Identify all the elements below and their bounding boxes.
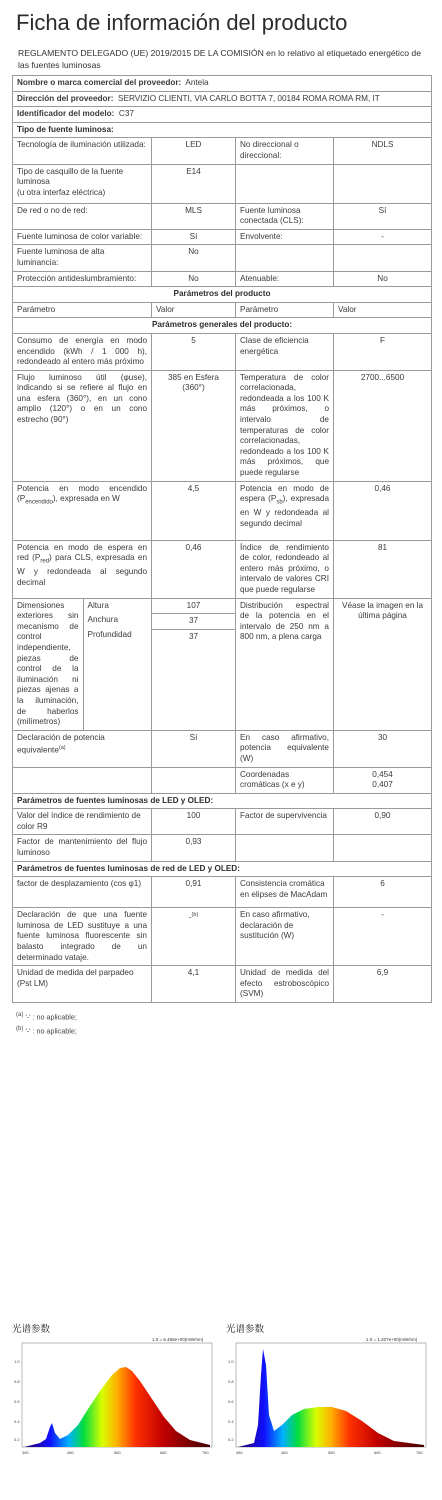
supplier-name-label: Nombre o marca comercial del proveedor: (17, 78, 182, 87)
regulation-text: REGLAMENTO DELEGADO (UE) 2019/2015 DE LA COMISIÓN en lo relativo al etiquetado energético de las fuentes luminosas (18, 48, 421, 70)
replace-label: En caso afirmativo, declaración de sustitución (W) (236, 908, 334, 966)
cct-label: Temperatura de color correlacionada, redondeada a los 100 K más próximos, o intervalo de temperaturas de color correlacionadas, redondeado a los 100 K más próximos, que puede regularse (236, 370, 334, 481)
dim-width-label: Anchura (87, 615, 118, 625)
nondir-label: No direccional o direccional: (236, 138, 334, 164)
svg-text:780: 780 (416, 1450, 423, 1455)
consumption-label: Consumo de energía en modo encendido (kWh / 1 000 h), redondeado al entero más próximo (13, 333, 152, 370)
product-info-sheet (12, 10, 431, 1038)
dim-depth-value: 37 (188, 631, 199, 641)
equiv-w-value: 30 (334, 730, 432, 767)
supplier-address-label: Dirección del proveedor: (17, 93, 114, 103)
dims-list (84, 599, 152, 643)
model-id-value: C37 (118, 109, 134, 119)
macadam-value: 6 (334, 877, 432, 908)
fluor-label: Declaración de que una fuente luminosa de LED sustituye a una fuente luminosa fluorescente sin balasto integrado de un determinado vataje. (13, 908, 152, 966)
spectral-label: Distribución espectral de la potencia en el intervalo de 250 nm a 800 nm, a plena carga (236, 598, 334, 730)
svg-text:380: 380 (236, 1450, 243, 1455)
maint-label: Factor de mantenimiento del flujo luminoso (13, 835, 152, 861)
column-header-row (13, 302, 432, 318)
dim-height-value: 107 (152, 599, 235, 614)
readout-1: 1.0 = 6.465e+00(mW/nm) (152, 1337, 204, 1342)
maint-row (13, 835, 432, 861)
svg-text:380: 380 (22, 1450, 29, 1455)
equiv-value: Sí (152, 730, 236, 767)
page-title: Ficha de información del producto (16, 10, 348, 35)
mains-heading: Parámetros de fuentes luminosas de red de LED y OLED: (13, 861, 432, 877)
dim-row-depth (84, 628, 152, 643)
survival-label: Factor de supervivencia (236, 809, 334, 835)
flicker-row (13, 966, 432, 1003)
spectrum-panel-1 (12, 1321, 226, 1464)
standby-value: 0,46 (334, 481, 432, 540)
dims-table (13, 599, 151, 730)
netstandby-row (13, 540, 432, 598)
chroma-x: 0,454 (372, 769, 393, 779)
colour-value: Sí (152, 229, 236, 245)
svg-text:1.0: 1.0 (14, 1359, 20, 1364)
mains-label: De red o no de red: (13, 203, 152, 229)
dim-height-label: Altura (87, 600, 109, 610)
fluor-value: -$^{(b)}$ (152, 908, 236, 966)
light-type-heading-row (13, 122, 432, 138)
dim-depth-label: Profundidad (87, 629, 132, 639)
supplier-name-row (13, 76, 432, 92)
footnotes (16, 1009, 431, 1038)
r9-row (13, 809, 432, 835)
high-value: No (152, 245, 236, 271)
cri-value: 81 (334, 540, 432, 598)
svg-text:680: 680 (160, 1450, 167, 1455)
chroma-label: Coordenadas cromáticas (x e y) (236, 767, 334, 793)
envelope-label: Envolvente: (236, 229, 334, 245)
onpower-row (13, 481, 432, 540)
spectral-value: Véase la imagen en la última página (334, 598, 432, 730)
onpower-value: 4,5 (152, 481, 236, 540)
footnote-a: $^{(a)}$ '-' : no aplicable; (16, 1012, 77, 1022)
svg-text:0.2: 0.2 (14, 1437, 20, 1442)
standby-label: Potencia en modo de espera $(P_{sb})$, expresada en W y redondeada al segundo decimal (236, 481, 334, 540)
glare-value: No (152, 271, 236, 287)
flux-row (13, 370, 432, 481)
equiv-row (13, 730, 432, 767)
params-heading: Parámetros del producto (13, 287, 432, 303)
equiv-label: Declaración de potencia equivalente$^{(a)}$ (13, 730, 152, 767)
r9-label: Valor del índice de rendimiento de color R9 (13, 809, 152, 835)
eff-class-value: F (334, 333, 432, 370)
col-param-1: Parámetro (13, 302, 152, 318)
led-heading-row (13, 793, 432, 809)
flux-value: 385 en Esfera (360°) (152, 370, 236, 481)
eff-class-label: Clase de eficiencia energética (236, 333, 334, 370)
dim-row-width (84, 613, 152, 628)
envelope-value: - (334, 229, 432, 245)
svg-text:0.4: 0.4 (14, 1419, 20, 1424)
tech-row (13, 138, 432, 164)
high-luminance-row (13, 245, 432, 271)
led-heading: Parámetros de fuentes luminosas de LED y OLED: (13, 793, 432, 809)
colour-row (13, 229, 432, 245)
consumption-value: 5 (152, 333, 236, 370)
svg-text:480: 480 (281, 1450, 288, 1455)
disp-label: factor de desplazamiento (cos φ1) (13, 877, 152, 908)
info-table (12, 75, 432, 1003)
cri-label: Índice de rendimiento de color, redondeado al entero más próximo, o intervalo de valores CRI que puede regularse (236, 540, 334, 598)
cls-value: Sí (334, 203, 432, 229)
netstandby-value: 0,46 (152, 540, 236, 598)
equiv-w-label: En caso afirmativo, potencia equivalente (W) (236, 730, 334, 767)
dim-value: No (334, 271, 432, 287)
svg-text:480: 480 (67, 1450, 74, 1455)
flux-label: Flujo luminoso útil (φuse), indicando si se refiere al flujo en una esfera (360°), en un cono amplio (120°) o en un cono estrecho (90°) (13, 370, 152, 481)
spectrum-title-2: 光谱参数 (226, 1324, 265, 1335)
dim-row-height (84, 599, 152, 614)
disp-row (13, 877, 432, 908)
dim-width-value: 37 (152, 614, 235, 630)
spectrum-chart-2 (226, 1335, 436, 1463)
spectrum-panel-2 (226, 1321, 440, 1464)
svg-text:1.0: 1.0 (228, 1359, 234, 1364)
glare-row (13, 271, 432, 287)
dim-label: Atenuable: (236, 271, 334, 287)
svg-text:0.4: 0.4 (228, 1419, 234, 1424)
fluor-row (13, 908, 432, 966)
general-heading: Parámetros generales del producto: (13, 318, 432, 334)
onpower-label: Potencia en modo encendido $(P_{encendido})$, expresada en W (13, 481, 152, 540)
col-param-2: Parámetro (236, 302, 334, 318)
dims-values (152, 599, 235, 645)
svm-value: 6,9 (334, 966, 432, 1003)
svg-text:780: 780 (202, 1450, 209, 1455)
model-id-row (13, 107, 432, 123)
svg-text:0.2: 0.2 (228, 1437, 234, 1442)
survival-value: 0,90 (334, 809, 432, 835)
cap-row (13, 164, 432, 203)
chroma-y: 0,407 (372, 780, 393, 790)
high-label: Fuente luminosa de alta luminancia: (13, 245, 152, 271)
supplier-address-value: SERVIZIO CLIENTI, VIA CARLO BOTTA 7, 00184 ROMA ROMA RM, IT (118, 93, 380, 103)
supplier-address-row (13, 91, 432, 107)
svg-text:0.8: 0.8 (14, 1379, 20, 1384)
flicker-value: 4,1 (152, 966, 236, 1003)
disp-value: 0,91 (152, 877, 236, 908)
maint-value: 0,93 (152, 835, 236, 861)
supplier-name-value: Antela (185, 78, 209, 87)
replace-value: - (334, 908, 432, 966)
dims-label: Dimensiones exteriores sin mecanismo de control independiente, piezas de control de la iluminación ni piezas ajenas a la iluminación, de haberlos (milímetros) (13, 599, 83, 730)
chroma-value (334, 767, 432, 793)
params-heading-row (13, 287, 432, 303)
tech-label: Tecnología de iluminación utilizada: (13, 138, 152, 164)
footnote-b: $^{(b)}$ '-' : no aplicable; (16, 1026, 77, 1036)
cap-note: (u otra interfaz eléctrica) (17, 187, 106, 197)
svg-text:0.6: 0.6 (228, 1399, 234, 1404)
svm-label: Unidad de medida del efecto estroboscópico (SVM) (236, 966, 334, 1003)
svg-text:0.8: 0.8 (228, 1379, 234, 1384)
col-value-2: Valor (334, 302, 432, 318)
chroma-row (13, 767, 432, 793)
mains-row (13, 203, 432, 229)
netstandby-label: Potencia en modo de espera en red $(P_{red})$ para CLS, expresada en W y redondeada al segundo decimal (13, 540, 152, 598)
dimensions-row (13, 598, 432, 730)
consumption-row (13, 333, 432, 370)
cap-label: Tipo de casquillo de la fuente luminosa (17, 166, 124, 187)
model-id-label: Identificador del modelo: (17, 109, 115, 119)
readout-2: 1.0 = 1.207e+00(mW/nm) (366, 1337, 418, 1342)
col-value-1: Valor (152, 302, 236, 318)
general-heading-row (13, 318, 432, 334)
cct-value: 2700...6500 (334, 370, 432, 481)
cap-value: E14 (152, 164, 236, 203)
tech-value: LED (152, 138, 236, 164)
svg-text:580: 580 (328, 1450, 335, 1455)
colour-label: Fuente luminosa de color variable: (13, 229, 152, 245)
nondir-value: NDLS (334, 138, 432, 164)
macadam-label: Consistencia cromática en elipses de MacAdam (236, 877, 334, 908)
flicker-label: Unidad de medida del parpadeo (Pst LM) (13, 966, 152, 1003)
mains-heading-row (13, 861, 432, 877)
cls-label: Fuente luminosa conectada (CLS): (236, 203, 334, 229)
svg-text:0.6: 0.6 (14, 1399, 20, 1404)
spectrum-title-1: 光谱参数 (12, 1324, 51, 1335)
svg-text:680: 680 (374, 1450, 381, 1455)
svg-text:580: 580 (114, 1450, 121, 1455)
light-type-heading: Tipo de fuente luminosa: (13, 122, 432, 138)
glare-label: Protección antideslumbramiento: (13, 271, 152, 287)
r9-value: 100 (152, 809, 236, 835)
spectrum-chart-1 (12, 1335, 222, 1463)
mains-value: MLS (152, 203, 236, 229)
